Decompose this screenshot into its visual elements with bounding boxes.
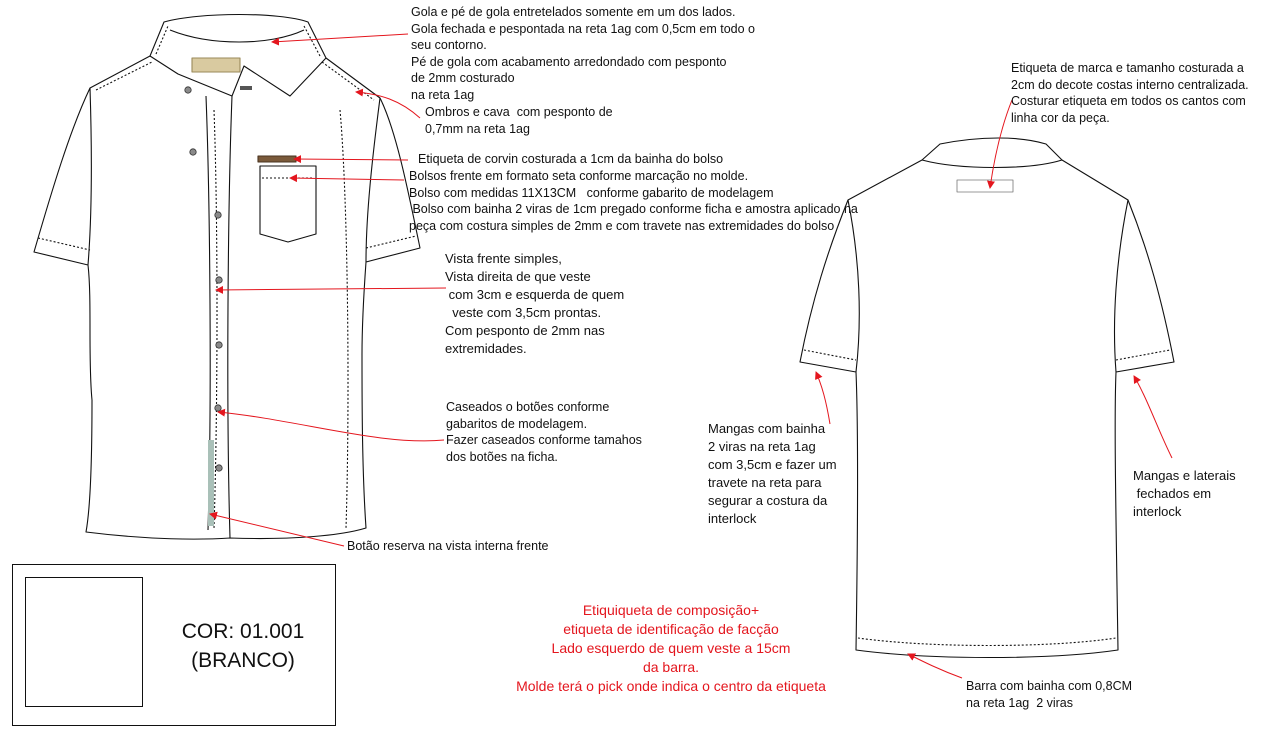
note-composition-line: da barra.	[642, 659, 700, 675]
note-collar	[411, 4, 755, 103]
note-sleeve-hem	[708, 420, 837, 528]
note-placket-line: veste com 3,5cm prontas.	[445, 305, 602, 320]
note-sleeve-hem-line: 2 viras na reta 1ag	[708, 439, 816, 454]
note-buttonholes-line: Caseados o botões conforme	[446, 400, 610, 414]
collar-size-label	[240, 86, 252, 90]
note-placket-line: Vista frente simples,	[445, 251, 562, 266]
note-hem	[966, 678, 1132, 711]
note-brand-label-line: Costurar etiqueta em todos os cantos com	[1011, 94, 1246, 108]
note-sleeve-hem-line: com 3,5cm e fazer um	[708, 457, 837, 472]
note-composition-line: Lado esquerdo de quem veste a 15cm	[551, 640, 791, 656]
note-placket-line: com 3cm e esquerda de quem	[445, 287, 625, 302]
note-collar-line: na reta 1ag	[411, 87, 475, 102]
note-pocket-line: Bolso com medidas 11X13CM conforme gabarito de modelagem	[409, 185, 774, 200]
note-composition-line: etiqueta de identificação de facção	[563, 621, 779, 637]
color-code: COR: 01.001	[181, 620, 305, 643]
note-pocket-line: Bolso com bainha 2 viras de 1cm pregado conforme ficha e amostra aplicado na	[409, 202, 858, 216]
note-buttonholes-line: dos botões na ficha.	[446, 449, 558, 464]
note-sleeve-hem-line: segurar a costura da	[708, 493, 828, 508]
back-collar	[922, 138, 1062, 168]
note-pocket-line: Bolsos frente em formato seta conforme marcação no molde.	[409, 169, 749, 183]
note-sleeve-hem-line: travete na reta para	[708, 475, 822, 490]
note-shoulders	[425, 104, 613, 137]
note-placket-line: Vista direita de que veste	[445, 269, 591, 284]
note-hem-line: na reta 1ag 2 viras	[966, 695, 1074, 710]
front-body-outline	[34, 56, 420, 539]
collar-brand-label	[192, 58, 240, 72]
note-buttonholes	[446, 399, 642, 465]
note-collar-line: Gola e pé de gola entretelados somente em um dos lados.	[411, 5, 736, 19]
color-label	[173, 617, 313, 675]
note-sleeve-sides	[1133, 467, 1236, 521]
note-composition-line: Etiquiqueta de composição+	[582, 602, 760, 618]
back-body-outline	[800, 160, 1174, 658]
corvin-label	[258, 156, 296, 162]
note-placket-line: Com pesponto de 2mm nas	[445, 323, 605, 338]
note-pocket-line: peça com costura simples de 2mm e com travete nas extremidades do bolso	[409, 218, 835, 233]
note-spare-button: Botão reserva na vista interna frente	[347, 539, 549, 553]
note-brand-label-line: linha cor da peça.	[1011, 110, 1110, 125]
note-collar-line: Pé de gola com acabamento arredondado com pesponto	[411, 54, 727, 69]
note-shoulders-line: Ombros e cava com pesponto de	[425, 105, 613, 119]
note-composition	[490, 601, 852, 696]
note-placket-line: extremidades.	[445, 341, 527, 356]
note-shoulders-line: 0,7mm na reta 1ag	[425, 121, 530, 136]
note-buttonholes-line: Fazer caseados conforme tamahos	[446, 433, 642, 447]
note-sleeve-sides-line: Mangas e laterais	[1133, 468, 1236, 483]
note-brand-label	[1011, 60, 1249, 126]
note-pocket	[409, 168, 858, 234]
color-name: (BRANCO)	[191, 649, 295, 672]
note-corvin-label: Etiqueta de corvin costurada a 1cm da bainha do bolso	[418, 152, 724, 166]
front-shirt	[34, 15, 420, 540]
note-brand-label-line: 2cm do decote costas interno centralizada.	[1011, 77, 1249, 92]
note-sleeve-hem-line: Mangas com bainha	[708, 421, 826, 436]
note-collar-line: Gola fechada e pespontada na reta 1ag com 0,5cm em todo o	[411, 21, 755, 36]
note-placket	[445, 250, 624, 358]
note-sleeve-sides-line: fechados em	[1133, 486, 1212, 501]
spare-button-shadow	[208, 440, 214, 526]
arrow-sleeve-hem	[816, 372, 830, 424]
note-collar-line: de 2mm costurado	[411, 71, 515, 85]
arrow-sleeve-sides	[1134, 376, 1172, 458]
color-info-box	[12, 564, 336, 726]
note-sleeve-sides-line: interlock	[1133, 504, 1182, 519]
note-sleeve-hem-line: interlock	[708, 511, 757, 526]
note-composition-line: Molde terá o pick onde indica o centro da etiqueta	[516, 678, 826, 694]
note-brand-label-line: Etiqueta de marca e tamanho costurada a	[1011, 61, 1244, 75]
note-hem-line: Barra com bainha com 0,8CM	[966, 679, 1133, 693]
note-buttonholes-line: gabaritos de modelagem.	[446, 416, 588, 431]
front-pocket	[260, 166, 316, 242]
color-swatch	[25, 577, 143, 707]
note-collar-line: seu contorno.	[411, 38, 487, 52]
